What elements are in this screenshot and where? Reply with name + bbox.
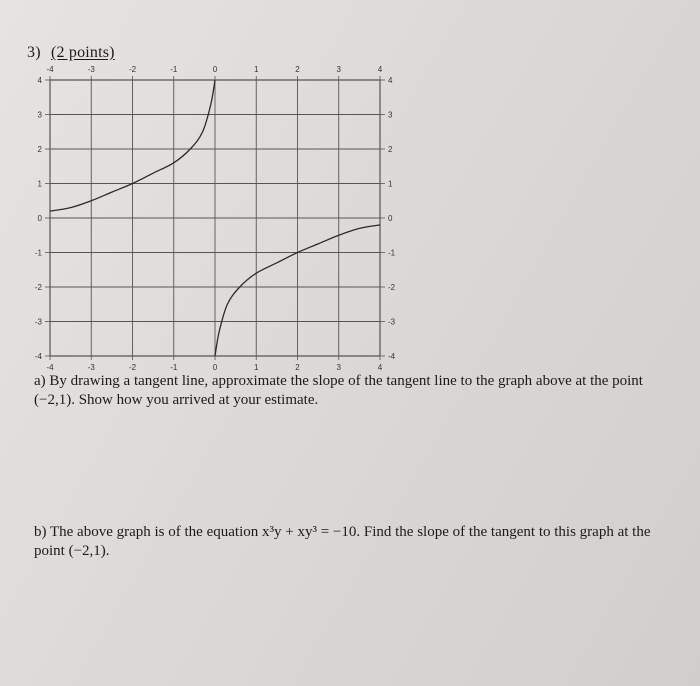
y-tick-label-right: 4 — [388, 76, 393, 85]
y-tick-label-right: 0 — [388, 214, 393, 223]
x-tick-label-top: -1 — [170, 65, 178, 74]
x-tick-label-top: 4 — [377, 65, 383, 74]
x-ticks-bottom — [46, 363, 382, 372]
question-b: b) The above graph is of the equation x³y + xy³ = −10. Find the slope of the tangent to this graph at the point (−2,1). — [34, 524, 651, 559]
y-tick-label-left: 3 — [37, 110, 42, 120]
x-ticks-top — [46, 65, 382, 74]
x-tick-label-top: 1 — [254, 65, 259, 74]
x-tick-label-top: -4 — [46, 65, 54, 74]
question-number: 3) — [27, 44, 41, 61]
y-tick-label-left: 4 — [37, 76, 42, 85]
curve-lower-branch — [215, 225, 380, 356]
x-tick-label-bottom: -4 — [46, 363, 54, 372]
question-a: a) By drawing a tangent line, approximate the slope of the tangent line to the graph above at the point (−2,1). Show how you arrived at your estimate. — [34, 373, 643, 408]
y-tick-label-right: -2 — [388, 283, 396, 292]
y-tick-label-right: -1 — [388, 248, 396, 258]
y-tick-label-right: 1 — [388, 179, 393, 189]
y-tick-label-left: -4 — [34, 352, 42, 361]
curves — [50, 80, 380, 356]
question-header — [27, 44, 121, 62]
curve-upper-branch — [50, 80, 215, 211]
y-tick-label-right: -3 — [388, 317, 396, 327]
y-tick-label-left: 0 — [37, 214, 42, 223]
y-tick-label-left: -1 — [34, 248, 42, 258]
y-tick-label-right: 3 — [388, 110, 393, 120]
y-ticks-right — [388, 76, 396, 361]
x-tick-label-bottom: -2 — [128, 363, 137, 372]
grid-lines — [45, 76, 385, 360]
x-tick-label-top: 0 — [212, 65, 218, 74]
x-tick-label-top: 2 — [295, 65, 300, 74]
x-tick-label-bottom: -3 — [87, 363, 95, 372]
y-ticks-left — [35, 76, 43, 361]
x-tick-label-bottom: 3 — [336, 363, 341, 372]
x-tick-label-bottom: 0 — [212, 363, 218, 372]
points-label: (2 points) — [50, 44, 115, 61]
y-tick-label-right: 2 — [388, 145, 393, 154]
y-tick-label-left: 1 — [37, 179, 42, 189]
y-tick-label-right: -4 — [388, 352, 396, 361]
x-tick-label-top: -3 — [87, 65, 95, 74]
x-tick-label-bottom: -1 — [170, 363, 178, 372]
x-tick-label-top: -2 — [128, 65, 137, 74]
x-tick-label-bottom: 1 — [254, 363, 259, 372]
y-tick-label-left: -3 — [34, 317, 42, 327]
x-tick-label-bottom: 4 — [377, 363, 383, 372]
y-tick-label-left: -2 — [34, 283, 42, 292]
x-tick-label-top: 3 — [336, 65, 341, 74]
y-tick-label-left: 2 — [37, 145, 42, 154]
x-tick-label-bottom: 2 — [295, 363, 300, 372]
